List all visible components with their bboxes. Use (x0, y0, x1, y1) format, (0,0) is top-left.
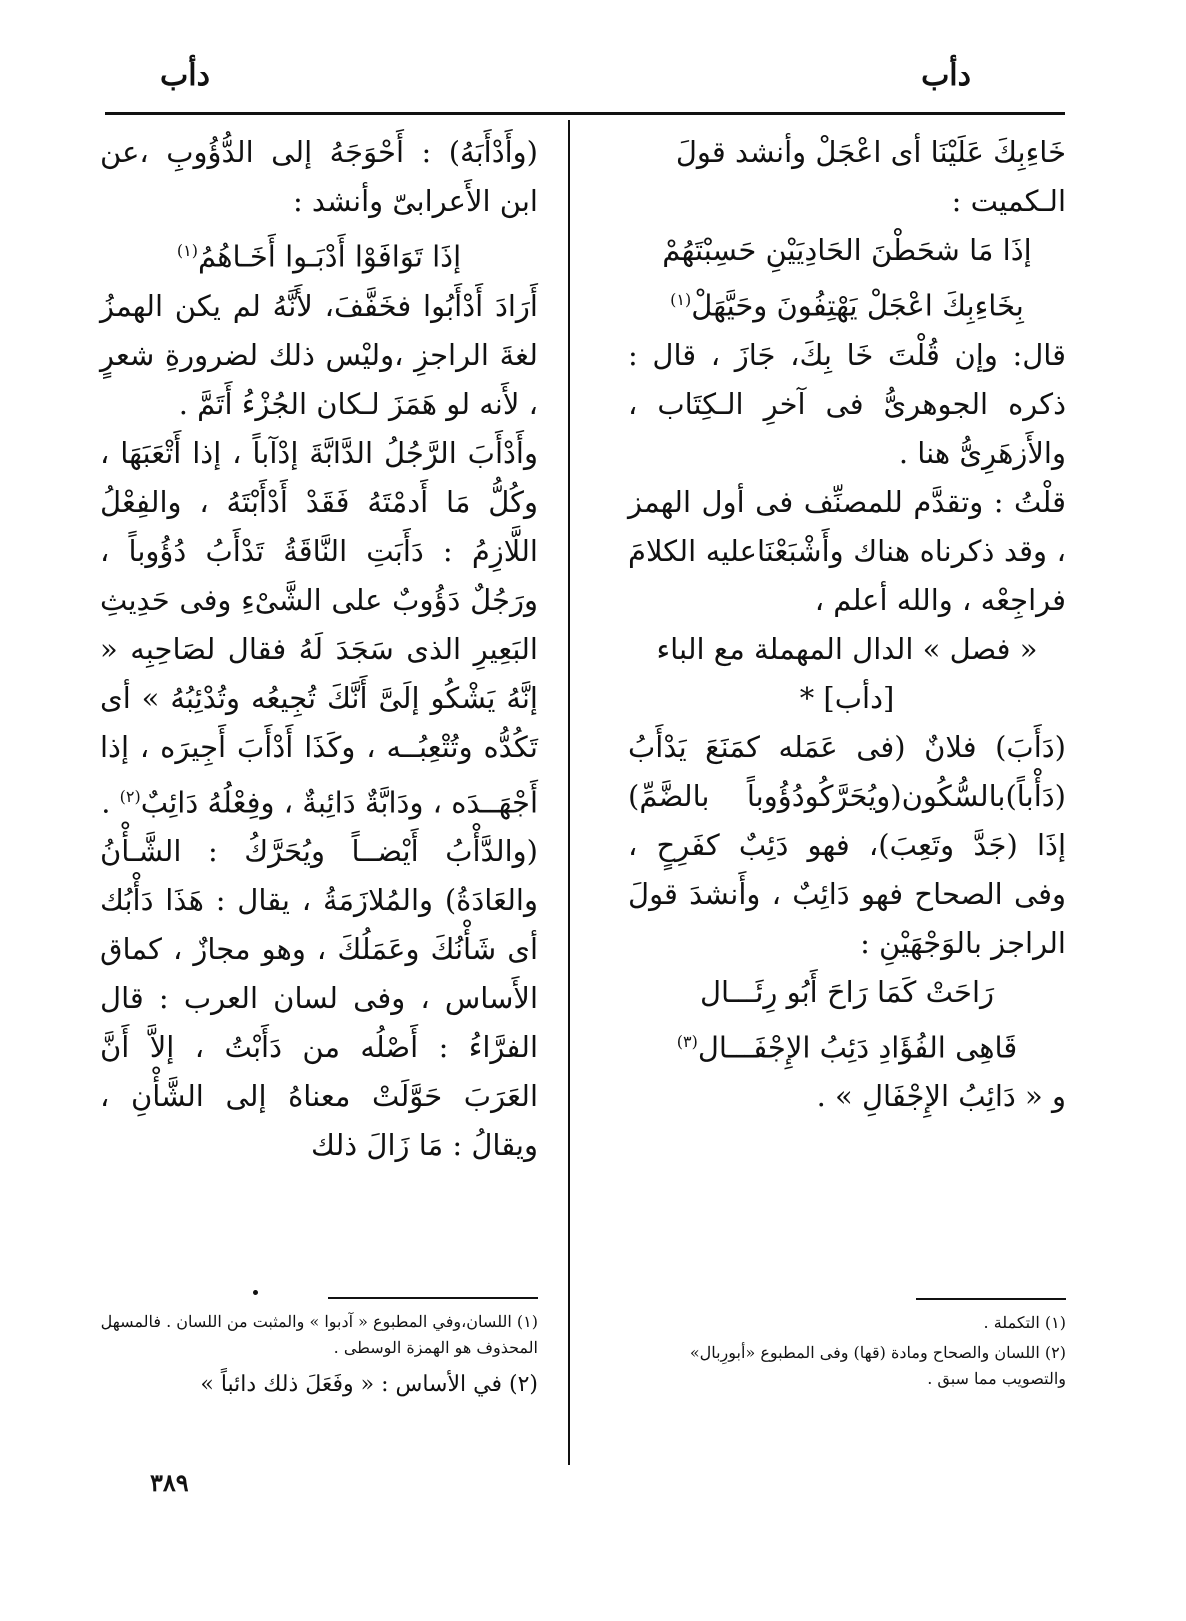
ink-dot (253, 1290, 258, 1295)
footnotes-right (628, 1298, 1066, 1396)
running-head-right: دأب (921, 58, 971, 93)
paragraph (100, 429, 538, 828)
paragraph: (وأَدْأَبَهُ) : أَحْوَجَهُ إلى الدُّؤُوبِ ،عن ابن الأَعرابىّ وأنشد : (100, 135, 538, 218)
verse-line-3: رَاحَتْ كَمَا رَاحَ أَبُو رِئَـــال (699, 974, 995, 1009)
page-number: ٣٨٩ (150, 1468, 189, 1497)
footnote: (١) التكملة . (983, 1313, 1066, 1332)
footnote: (٢) اللسان والصحاح ومادة (قها) وفى المطبوع «أبورِبال» والتصويب مما سبق . (689, 1343, 1066, 1388)
paragraph: و « دَائِبُ الإِجْفَالِ » . (816, 1079, 1066, 1114)
paragraph: (والدَّأْبُ أَيْضــاً ويُحَرَّكُ : الشَّـأْنُ والعَادَةُ) والمُلازَمَةُ ، يقال : هَذَا دَأْبُك أى شَأْنُكَ وعَمَلُكَ ، وهو مجازٌ ، كماق الأَساس ، وفى لسان العرب : قال الفرَّاءُ : أَصْلُه من دَأَبْتُ ، إلاَّ أَنَّ العَرَبَ حَوَّلَتْ معناهُ إلى الشَّأْنِ ، ويقالُ : مَا زَالَ ذلك (100, 834, 538, 1163)
footnotes-left (100, 1297, 538, 1405)
right-line-1: خَاءِبِكَ عَلَيْنَا أى اعْجَلْ وأنشد قولَ (675, 135, 1066, 169)
footnote-marker: (٣) (676, 1031, 698, 1051)
right-column-body (628, 128, 1066, 1121)
header-rule (105, 112, 1065, 115)
right-column (628, 128, 1066, 1121)
paragraph: قلْتُ : وتقدَّم للمصنِّف فى أول الهمز ، وقد ذكرناه هناك وأَشْبَعْنَاعليه الكلامَ فراجِعْه ، والله أعلم ، (628, 484, 1066, 617)
footnote-rule (916, 1298, 1066, 1300)
footnote-marker: (٢) (119, 786, 141, 806)
running-head-left: دأب (160, 58, 210, 93)
verse-text: إذَا تَوَافَوْا أَدْبَـوا أَخَـاهُمُ (197, 239, 462, 274)
verse-text: قَاهِى الفُؤَادِ دَئِبُ الإِجْفَـــال (697, 1030, 1018, 1065)
left-column (100, 128, 538, 1170)
verse-line-2 (628, 275, 1066, 331)
paragraph: قال: وإن قُلْتَ خَا بِكَ، جَازَ ، قال : ذكره الجوهرىُّ فى آخرِ الـكِتَاب ، والأَزهَرِىُّ هنا . (628, 337, 1066, 470)
footnote-rule (328, 1297, 538, 1299)
footnote-marker: (١) (176, 241, 198, 260)
footnote: (١) اللسان،وفي المطبوع « آدبوا » والمثبت من اللسان . فالمسهل المحذوف هو الهمزة الوسطى . (100, 1312, 538, 1357)
column-divider (568, 120, 570, 1465)
entry-heading: [دأب] * (799, 680, 895, 715)
verse-text: بِخَاءِبِكَ اعْجَلْ يَهْتِفُونَ وحَيَّهَلْ (691, 288, 1024, 323)
paragraph: (دَأَبَ) فلانٌ (فى عَمَله كمَنَعَ يَدْأَبُ (دَأْباً)بالسُّكُون(ويُحَرَّكُودُؤُوباً بالضَّمِّ) إذَا (جَدَّ وتَعِبَ)، فهو دَئِبٌ كفَرِحٍ ، وفى الصحاح فهو دَائِبٌ ، وأَنشدَ قولَ الراجز بالوَجْهَيْنِ : (628, 729, 1066, 960)
left-column-body (100, 128, 538, 1170)
paragraph-end: . (101, 785, 120, 820)
verse-line-4 (628, 1017, 1066, 1073)
paragraph: أَرَادَ أَدْأَبُوا فخَفَّفَ، لأَنَّهُ لم يكن الهمزُ لغةَ الراجزِ ،وليْس ذلك لضرورةِ شعرٍ ، لأَنه لو هَمَزَ لـكان الجُزْءُ أَتَمَّ . (100, 288, 538, 421)
footnote-marker: (١) (670, 290, 692, 309)
verse-line (100, 226, 538, 282)
footnote: (٢) في الأساس : « وفَعَلَ ذلك دائباً » (200, 1372, 538, 1397)
right-line-2: الـكميت : (951, 184, 1066, 218)
paragraph-text: وأَدْأَبَ الرَّجُلُ الدَّابَّةَ إدْآباً ، إذا أَتْعَبَهَا ، وكُلُّ مَا أَدمْتَهُ فَقَدْ أَدْأَبْتَهُ ، والفِعْلُ اللَّازِمُ : دَأَبَتِ النَّاقَةُ تَدْأَبُ دُؤُوباً ، ورَجُلٌ دَؤُوبٌ على الشَّىْءِ وفى حَدِيثِ البَعِيرِ الذى سَجَدَ لَهُ فقال لصَاحِبِه « إنَّهُ يَشْكُو إلَىَّ أَنَّكَ تُجِيعُه وتُدْئِبُهُ » أى تَكُدُّه وتُتْعِبُــه ، وكَذَا أَدْأَبَ أَجِيرَه ، إذا أَجْهَــدَه ، ودَابَّةٌ دَائِبةٌ ، وفِعْلُهُ دَائِبٌ (100, 435, 538, 820)
verse-line-1: إذَا مَا شحَطْنَ الحَادِيَيْنِ حَسِبْتَهُمْ (662, 233, 1032, 267)
section-heading: « فصل » الدال المهملة مع الباء (656, 631, 1038, 666)
